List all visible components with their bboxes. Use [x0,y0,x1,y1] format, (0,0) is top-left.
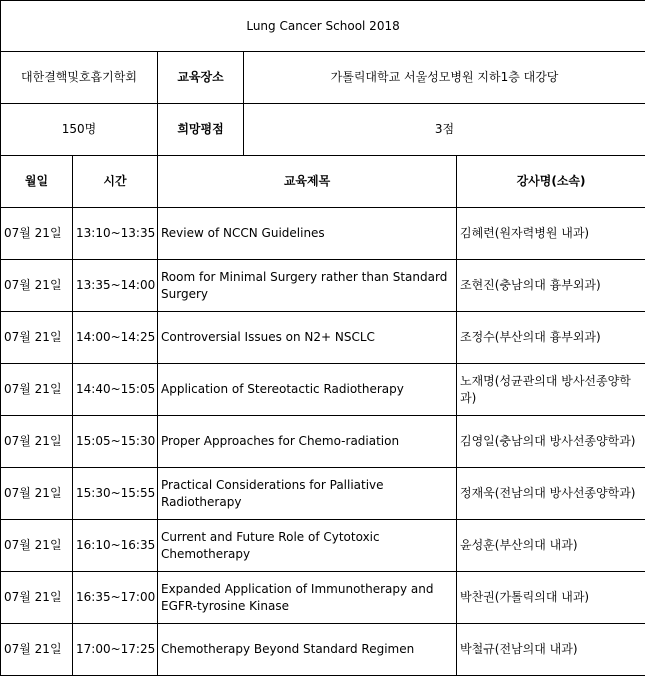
table-row [1,624,645,676]
table-row [1,416,645,468]
cell-topic: Practical Considerations for Palliative Radiotherapy [158,468,457,520]
cell-date: 07월 21일 [1,572,73,624]
cell-time: 17:00~17:25 [73,624,158,676]
table-row [1,364,645,416]
cell-speaker: 김영일(충남의대 방사선종양학과) [457,416,645,468]
header-speaker: 강사명(소속) [457,156,645,208]
table-row [1,520,645,572]
cell-time: 14:40~15:05 [73,364,158,416]
cell-topic: Controversial Issues on N2+ NSCLC [158,312,457,364]
cell-time: 14:00~14:25 [73,312,158,364]
cell-topic: Chemotherapy Beyond Standard Regimen [158,624,457,676]
cell-time: 13:10~13:35 [73,208,158,260]
cell-topic: Application of Stereotactic Radiotherapy [158,364,457,416]
header-date: 월일 [1,156,73,208]
cell-date: 07월 21일 [1,260,73,312]
table-row [1,312,645,364]
cell-time: 15:30~15:55 [73,468,158,520]
cell-time: 16:35~17:00 [73,572,158,624]
cell-date: 07월 21일 [1,624,73,676]
cell-speaker: 노재명(성균관의대 방사선종양학과) [457,364,645,416]
cell-topic: Expanded Application of Immunotherapy and EGFR-tyrosine Kinase [158,572,457,624]
header-row [1,156,645,208]
cell-time: 15:05~15:30 [73,416,158,468]
cell-time: 13:35~14:00 [73,260,158,312]
score-value: 3점 [244,104,645,156]
cell-date: 07월 21일 [1,520,73,572]
table-row [1,260,645,312]
cell-topic: Review of NCCN Guidelines [158,208,457,260]
header-topic: 교육제목 [158,156,457,208]
cell-speaker: 김혜련(원자력병원 내과) [457,208,645,260]
title-row [1,1,645,52]
score-label: 희망평점 [158,104,244,156]
cell-date: 07월 21일 [1,312,73,364]
capacity: 150명 [1,104,158,156]
cell-speaker: 박철규(전남의대 내과) [457,624,645,676]
cell-date: 07월 21일 [1,208,73,260]
cell-speaker: 박찬권(가톨릭의대 내과) [457,572,645,624]
table-row [1,208,645,260]
cell-speaker: 윤성훈(부산의대 내과) [457,520,645,572]
cell-speaker: 조정수(부산의대 흉부외과) [457,312,645,364]
cell-date: 07월 21일 [1,364,73,416]
cell-topic: Current and Future Role of Cytotoxic Chemotherapy [158,520,457,572]
course-title: Lung Cancer School 2018 [1,1,645,52]
table-row [1,572,645,624]
cell-speaker: 조현진(충남의대 흉부외과) [457,260,645,312]
cell-date: 07월 21일 [1,416,73,468]
venue-value: 가톨릭대학교 서울성모병원 지하1층 대강당 [244,52,645,104]
cell-time: 16:10~16:35 [73,520,158,572]
cell-date: 07월 21일 [1,468,73,520]
meta-row-venue [1,52,645,104]
cell-speaker: 정재욱(전남의대 방사선종양학과) [457,468,645,520]
table-row [1,468,645,520]
organizer: 대한결핵및호흡기학회 [1,52,158,104]
meta-row-score [1,104,645,156]
venue-label: 교육장소 [158,52,244,104]
header-time: 시간 [73,156,158,208]
cell-topic: Proper Approaches for Chemo-radiation [158,416,457,468]
cell-topic: Room for Minimal Surgery rather than Standard Surgery [158,260,457,312]
